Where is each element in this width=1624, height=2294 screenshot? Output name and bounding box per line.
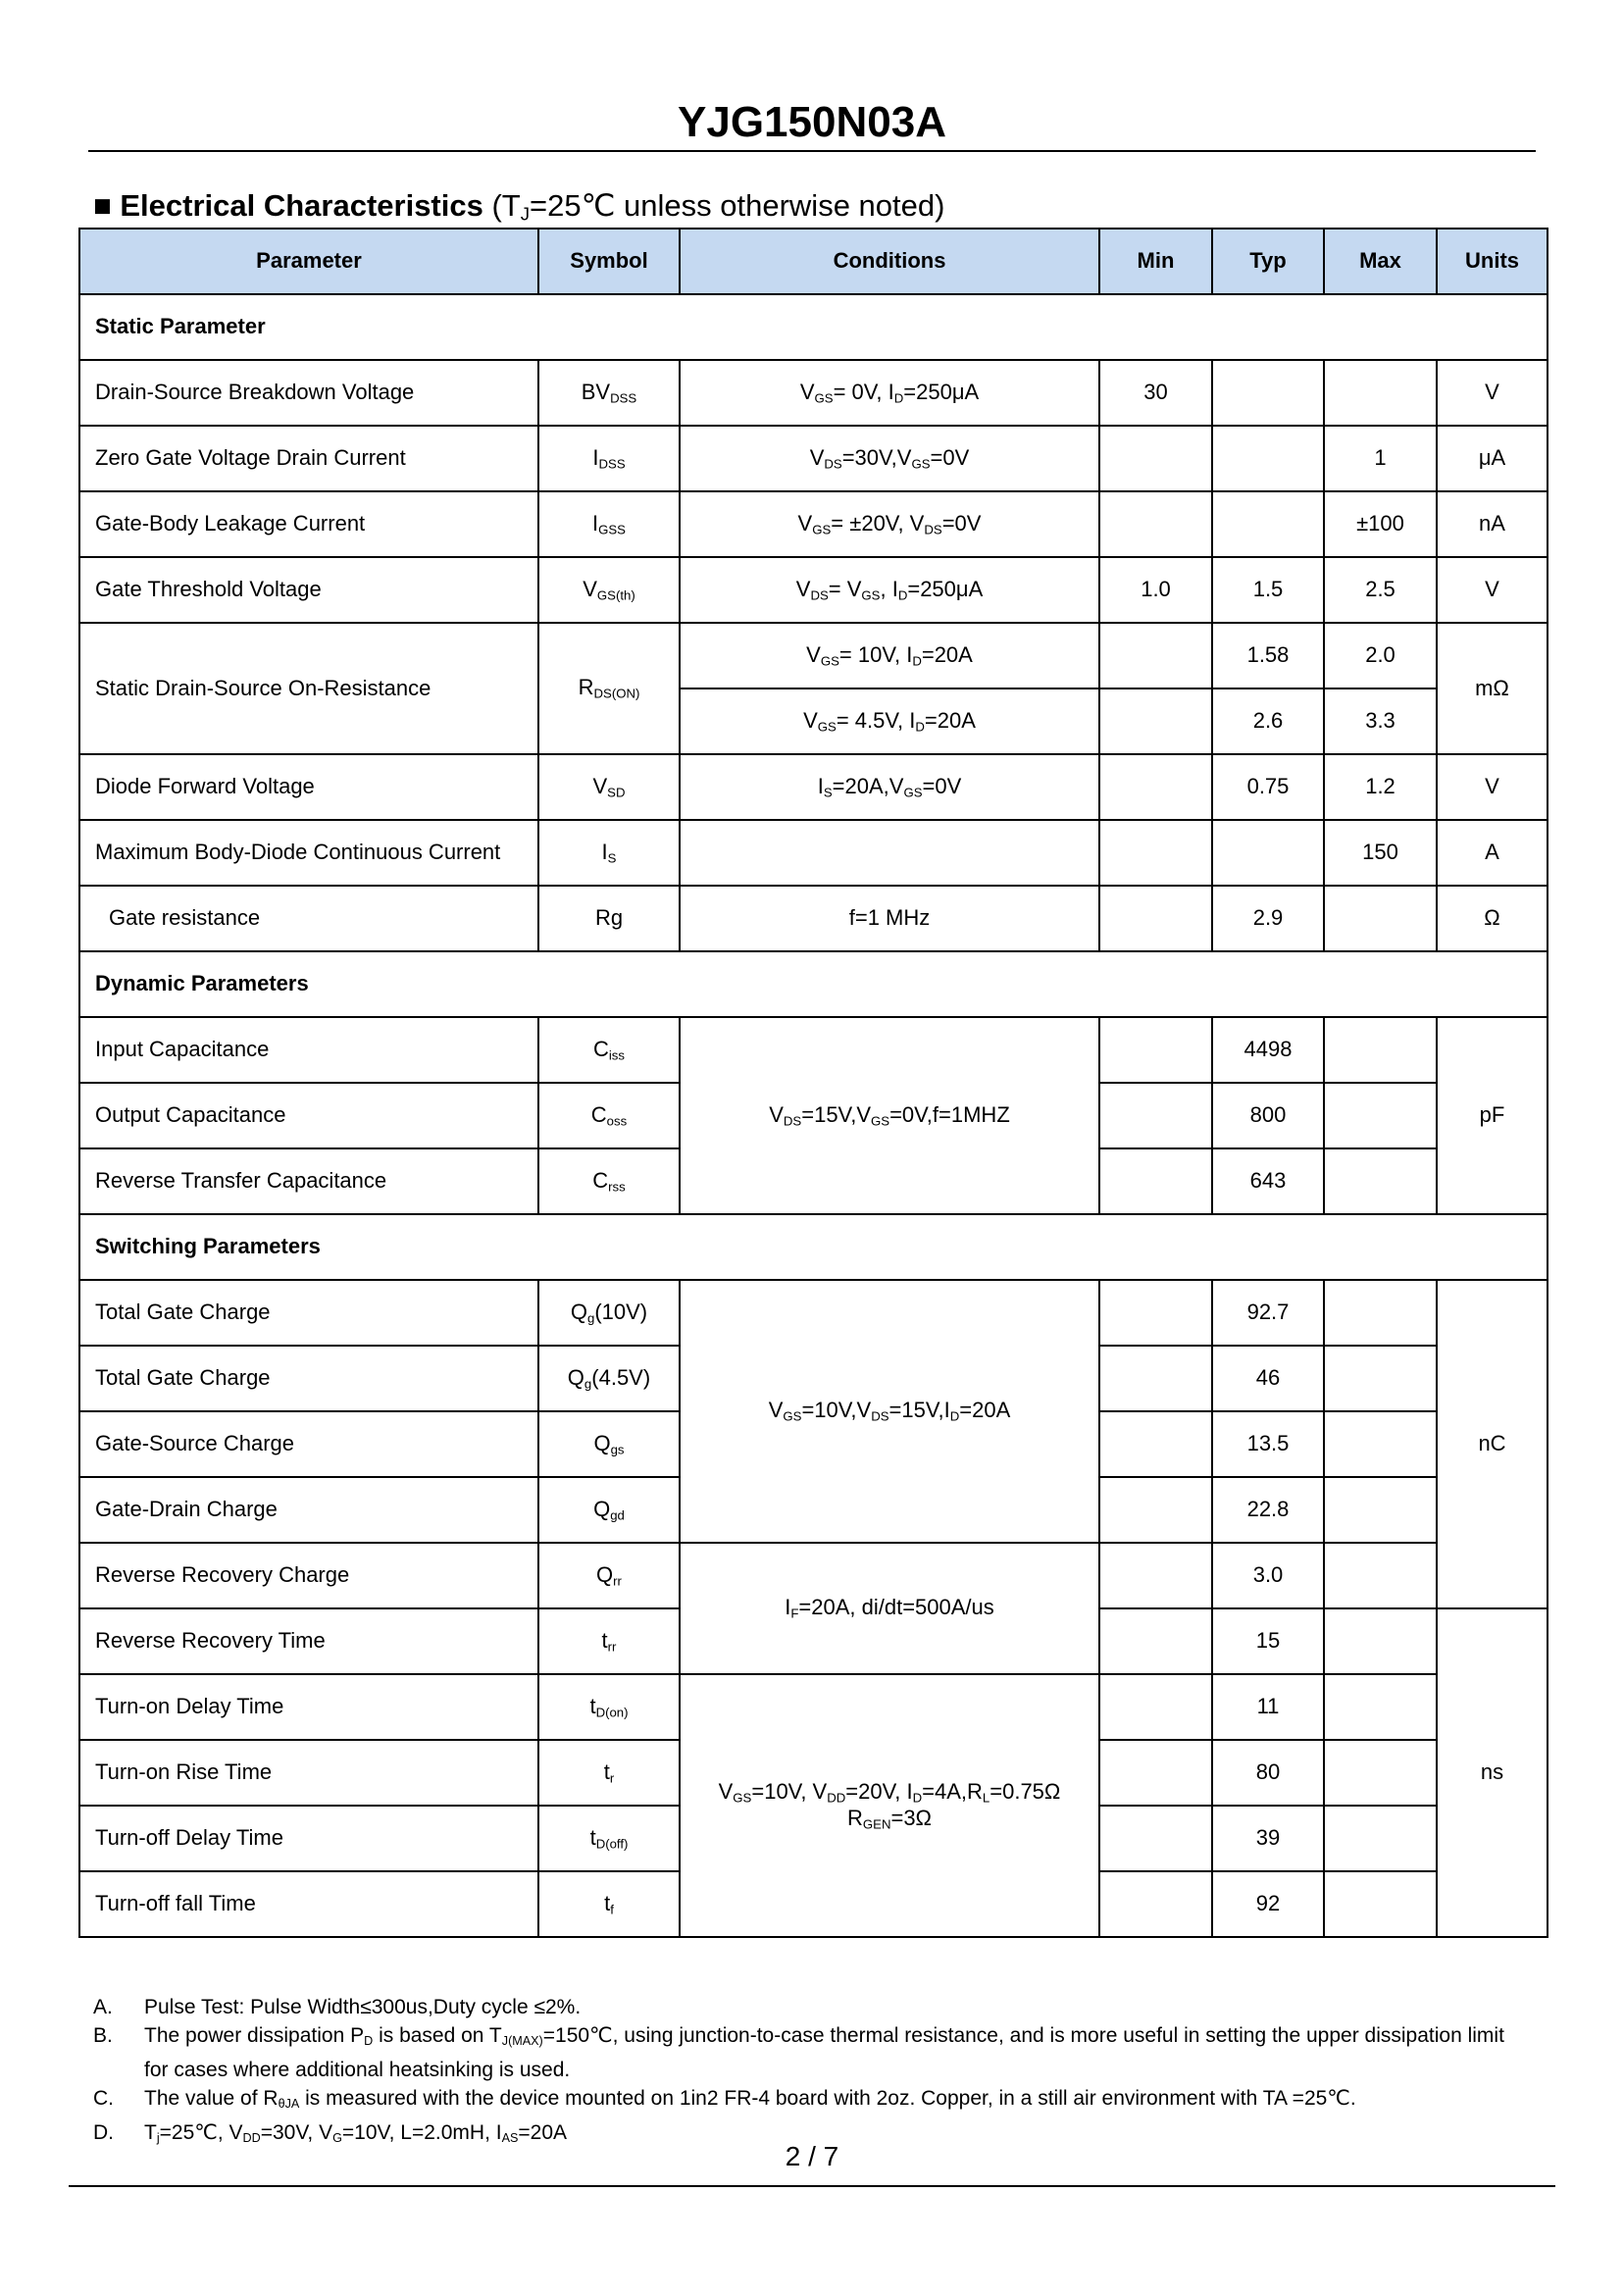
table-row: Reverse Transfer Capacitance $C_{rss}$ 643 [79,1148,1548,1214]
symbol-cell: $I_{GSS}$ [538,491,680,557]
symbol-cell: $C_{rss}$ [538,1148,680,1214]
table-row: Turn-on Rise Time $t_r$ 80 [79,1740,1548,1806]
electrical-characteristics-table [78,228,1548,1938]
table-row: Zero Gate Voltage Drain Current $I_{DSS}$ $V_{DS}=30V,V_{GS}=0V$ 1 μA [79,426,1548,491]
table-row: Gate resistance Rg f=1 MHz 2.9 Ω [79,886,1548,951]
footnote-d: D. $T_j=25℃$, $V_{DD}=30V$, $V_G=10V$, L=2.0mH, $I_{AS}=20A$ [93,2121,568,2146]
group-static: Static Parameter [79,294,1548,360]
table-row: Diode Forward Voltage $V_{SD}$ $I_S=20A,V_{GS}=0V$ 0.75 1.2 V [79,754,1548,820]
footnotes [93,1993,1505,2153]
symbol-cell: $Q_{rr}$ [538,1543,680,1608]
table-header-row [79,229,1548,294]
table-row: Gate-Source Charge $Q_{gs}$ 13.5 [79,1411,1548,1477]
symbol-cell: Rg [538,886,680,951]
conditions-cell: $V_{GS}= \pm 20V$, $V_{DS}=0V$ [680,491,1099,557]
table-row: Turn-off Delay Time $t_{D(off)}$ 39 [79,1806,1548,1871]
conditions-cell: $V_{GS}= 0V$, $I_D=250\mu A$ [680,360,1099,426]
table-row: Gate Threshold Voltage $V_{GS(th)}$ $V_{DS}= V_{GS}$, $I_D=250\mu A$ 1.0 1.5 2.5 V [79,557,1548,623]
symbol-cell: $Q_{gd}$ [538,1477,680,1543]
symbol-cell: $C_{iss}$ [538,1017,680,1083]
footnote-c: C. The value of $R_{\theta JA}$ is measured with the device mounted on 1in2 FR-4 board with 2oz. Copper, in a still air environment with TA =25℃. [93,2087,1356,2112]
symbol-cell: $Q_{gs}$ [538,1411,680,1477]
footer-rule [69,2185,1555,2187]
header-min: Min [1099,229,1212,294]
table-row: Static Drain-Source On-Resistance $R_{DS(ON)}$ $V_{GS}= 10V$, $I_D=20A$ 1.58 2.0 mΩ [79,623,1548,688]
header-symbol: Symbol [538,229,680,294]
section-bullet: ■ [93,188,112,223]
conditions-cell: $V_{GS}= 10V$, $I_D=20A$ [680,623,1099,688]
group-row [79,294,1548,360]
conditions-cell: $V_{GS}=10V,V_{DS}=15V,I_D=20A$ [680,1280,1099,1543]
symbol-cell: $Q_g(10V)$ [538,1280,680,1346]
symbol-cell: $C_{oss}$ [538,1083,680,1148]
symbol-cell: $t_{D(on)}$ [538,1674,680,1740]
conditions-cell: $V_{GS}=10V$, $V_{DD}=20V$, $I_D=4A,R_L=0.75\Omega$ $R_{GEN}=3\Omega$ [680,1674,1099,1937]
header-typ: Typ [1212,229,1324,294]
conditions-cell: f=1 MHz [680,886,1099,951]
group-dynamic: Dynamic Parameters [79,951,1548,1017]
table-row: Turn-off fall Time $t_f$ 92 [79,1871,1548,1937]
table-row: Gate-Body Leakage Current $I_{GSS}$ $V_{GS}= \pm 20V$, $V_{DS}=0V$ ±100 nA [79,491,1548,557]
conditions-cell: $I_S=20A,V_{GS}=0V$ [680,754,1099,820]
header-conditions: Conditions [680,229,1099,294]
table-row: Drain-Source Breakdown Voltage $BV_{DSS}$ $V_{GS}= 0V$, $I_D=250\mu A$ 30 V [79,360,1548,426]
table-row: Total Gate Charge $Q_g(10V)$ $V_{GS}=10V,V_{DS}=15V,I_D=20A$ 92.7 nC [79,1280,1548,1346]
document-title: YJG150N03A [678,98,946,146]
conditions-cell: $I_F=20A$, di/dt=500A/us [680,1543,1099,1674]
symbol-cell: $I_{DSS}$ [538,426,680,491]
header-max: Max [1324,229,1437,294]
conditions-cell: $V_{DS}= V_{GS}$, $I_D=250\mu A$ [680,557,1099,623]
table-row: Gate-Drain Charge $Q_{gd}$ 22.8 [79,1477,1548,1543]
symbol-cell: $BV_{DSS}$ [538,360,680,426]
symbol-cell: $V_{GS(th)}$ [538,557,680,623]
symbol-cell: $Q_g(4.5V)$ [538,1346,680,1411]
symbol-cell: $V_{SD}$ [538,754,680,820]
symbol-cell: $t_{rr}$ [538,1608,680,1674]
group-row [79,951,1548,1017]
symbol-cell: $R_{DS(ON)}$ [538,623,680,754]
header-units: Units [1437,229,1548,294]
table-row: Reverse Recovery Charge $Q_{rr}$ $I_F=20A$, di/dt=500A/us 3.0 [79,1543,1548,1608]
conditions-cell: $V_{DS}=15V,V_{GS}=0V,f=1MHZ$ [680,1017,1099,1214]
symbol-cell: $I_S$ [538,820,680,886]
symbol-cell: $t_r$ [538,1740,680,1806]
table-row: Turn-on Delay Time $t_{D(on)}$ $V_{GS}=10V$, $V_{DD}=20V$, $I_D=4A,R_L=0.75\Omega$ $R_{GEN}=3\Omega$ 11 [79,1674,1548,1740]
header-parameter: Parameter [79,229,538,294]
table-row: $V_{GS}= 4.5V$, $I_D=20A$ 2.6 3.3 [79,688,1548,754]
table-row: Reverse Recovery Time $t_{rr}$ 15 ns [79,1608,1548,1674]
conditions-cell: $V_{GS}= 4.5V$, $I_D=20A$ [680,688,1099,754]
table-row: Total Gate Charge $Q_g(4.5V)$ 46 [79,1346,1548,1411]
symbol-cell: $t_f$ [538,1871,680,1937]
group-switching: Switching Parameters [79,1214,1548,1280]
footnote-b: B. The power dissipation $P_D$ is based on $T_{J(MAX)}=150℃$, using junction-to-case thermal resistance, and is more useful in setting the upper dissipation limit for cases where additional heatsinking is used. [93,2024,1504,2082]
symbol-cell: $t_{D(off)}$ [538,1806,680,1871]
conditions-cell: $V_{DS}=30V,V_{GS}=0V$ [680,426,1099,491]
section-heading: ■ Electrical Characteristics ($T_J=25℃$ unless otherwise noted) [93,188,945,225]
table-row: Output Capacitance $C_{oss}$ 800 [79,1083,1548,1148]
table-row: Input Capacitance $C_{iss}$ $V_{DS}=15V,V_{GS}=0V,f=1MHZ$ 4498 pF [79,1017,1548,1083]
table-row: Maximum Body-Diode Continuous Current $I_S$ 150 A [79,820,1548,886]
header-rule [88,150,1536,152]
footnote-a: A. Pulse Test: Pulse Width≤300us,Duty cycle ≤2%. [93,1996,582,2018]
section-title: Electrical Characteristics [120,188,483,223]
group-row [79,1214,1548,1280]
page-number: 2 / 7 [785,2141,839,2171]
